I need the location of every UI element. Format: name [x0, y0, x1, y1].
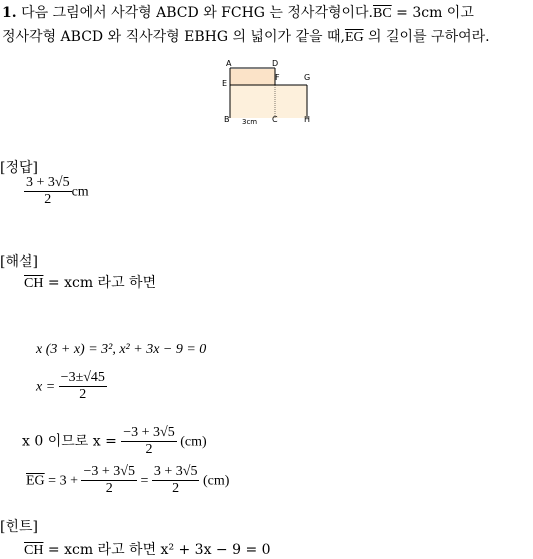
equation-3 [22, 425, 207, 458]
equation-4-fraction-2 [152, 464, 200, 497]
equation-3-unit: (cm) [176, 434, 207, 450]
label-bc-length: 3cm [242, 118, 258, 126]
segment-ch: $\overline{CH}$ [24, 276, 44, 291]
problem-text-2a: 정사각형 ABCD 와 직사각형 EBHG 의 넓이가 같을 때, [2, 29, 345, 45]
answer-unit: cm [71, 184, 89, 200]
problem-line-1 [2, 2, 474, 22]
label-b: B [224, 115, 230, 124]
equation-3-pre: x 0 이므로 x = [22, 433, 122, 450]
problem-text-1a: 다음 그림에서 사각형 ABCD 와 FCHG 는 정사각형이다. [21, 5, 373, 21]
equation-4 [26, 464, 229, 497]
equation-4-denominator-1: 2 [105, 481, 113, 496]
problem-text-1b: = 3cm 이고 [391, 5, 474, 21]
equation-3-numerator: −3 + 3√5 [123, 425, 175, 440]
equation-2-denominator: 2 [79, 387, 87, 402]
problem-text-2b: 의 길이를 구하여라. [363, 29, 490, 45]
segment-eg: $\overline{EG}$ [344, 30, 364, 45]
equation-3-denominator: 2 [145, 442, 153, 457]
equation-3-fraction [121, 425, 176, 458]
label-g: G [304, 73, 311, 82]
equation-4-fraction-1 [81, 464, 136, 497]
hint-heading: [힌트] [0, 519, 38, 535]
problem-number: 1. [2, 5, 17, 21]
label-h: H [304, 115, 311, 124]
equation-4-mid: = 3 + [44, 473, 82, 489]
label-e: E [222, 79, 228, 88]
rect-ebhg-fill [230, 85, 307, 118]
answer-expression [24, 175, 89, 208]
equation-2-numerator: −3±√45 [60, 370, 105, 385]
equation-4-denominator-2: 2 [172, 481, 180, 496]
label-d: D [272, 59, 279, 68]
answer-denominator: 2 [44, 192, 52, 207]
equation-4-numerator-1: −3 + 3√5 [83, 464, 135, 479]
label-c: C [272, 115, 278, 124]
answer-heading: [정답] [0, 160, 38, 176]
equation-4-equals: = [136, 473, 152, 489]
equation-4-numerator-2: 3 + 3√5 [153, 464, 198, 479]
explanation-line-1-tail: = xcm 라고 하면 [43, 275, 157, 291]
segment-eg-2: $\overline{EG}$ [26, 473, 45, 489]
equation-2-lhs: x = [36, 379, 59, 395]
segment-ch-hint: $\overline{CH}$ [24, 543, 44, 558]
hint-line [24, 539, 271, 559]
square-abcd-fill [230, 69, 275, 85]
explanation-line-1 [24, 272, 156, 292]
problem-line-2 [2, 26, 490, 46]
equation-2 [36, 370, 107, 403]
figure [222, 58, 318, 128]
label-f: F [275, 73, 280, 82]
explanation-heading: [해설] [0, 254, 38, 270]
segment-bc: $\overline{BC}$ [373, 6, 392, 21]
hint-tail: = xcm 라고 하면 x² + 3x − 9 = 0 [43, 542, 271, 558]
answer-numerator: 3 + 3√5 [26, 175, 70, 190]
label-a: A [226, 59, 232, 68]
equation-1: x (3 + x) = 3², x² + 3x − 9 = 0 [36, 342, 207, 357]
equation-4-unit: (cm) [199, 473, 230, 489]
equation-2-fraction [59, 370, 107, 403]
answer-fraction [24, 175, 72, 208]
